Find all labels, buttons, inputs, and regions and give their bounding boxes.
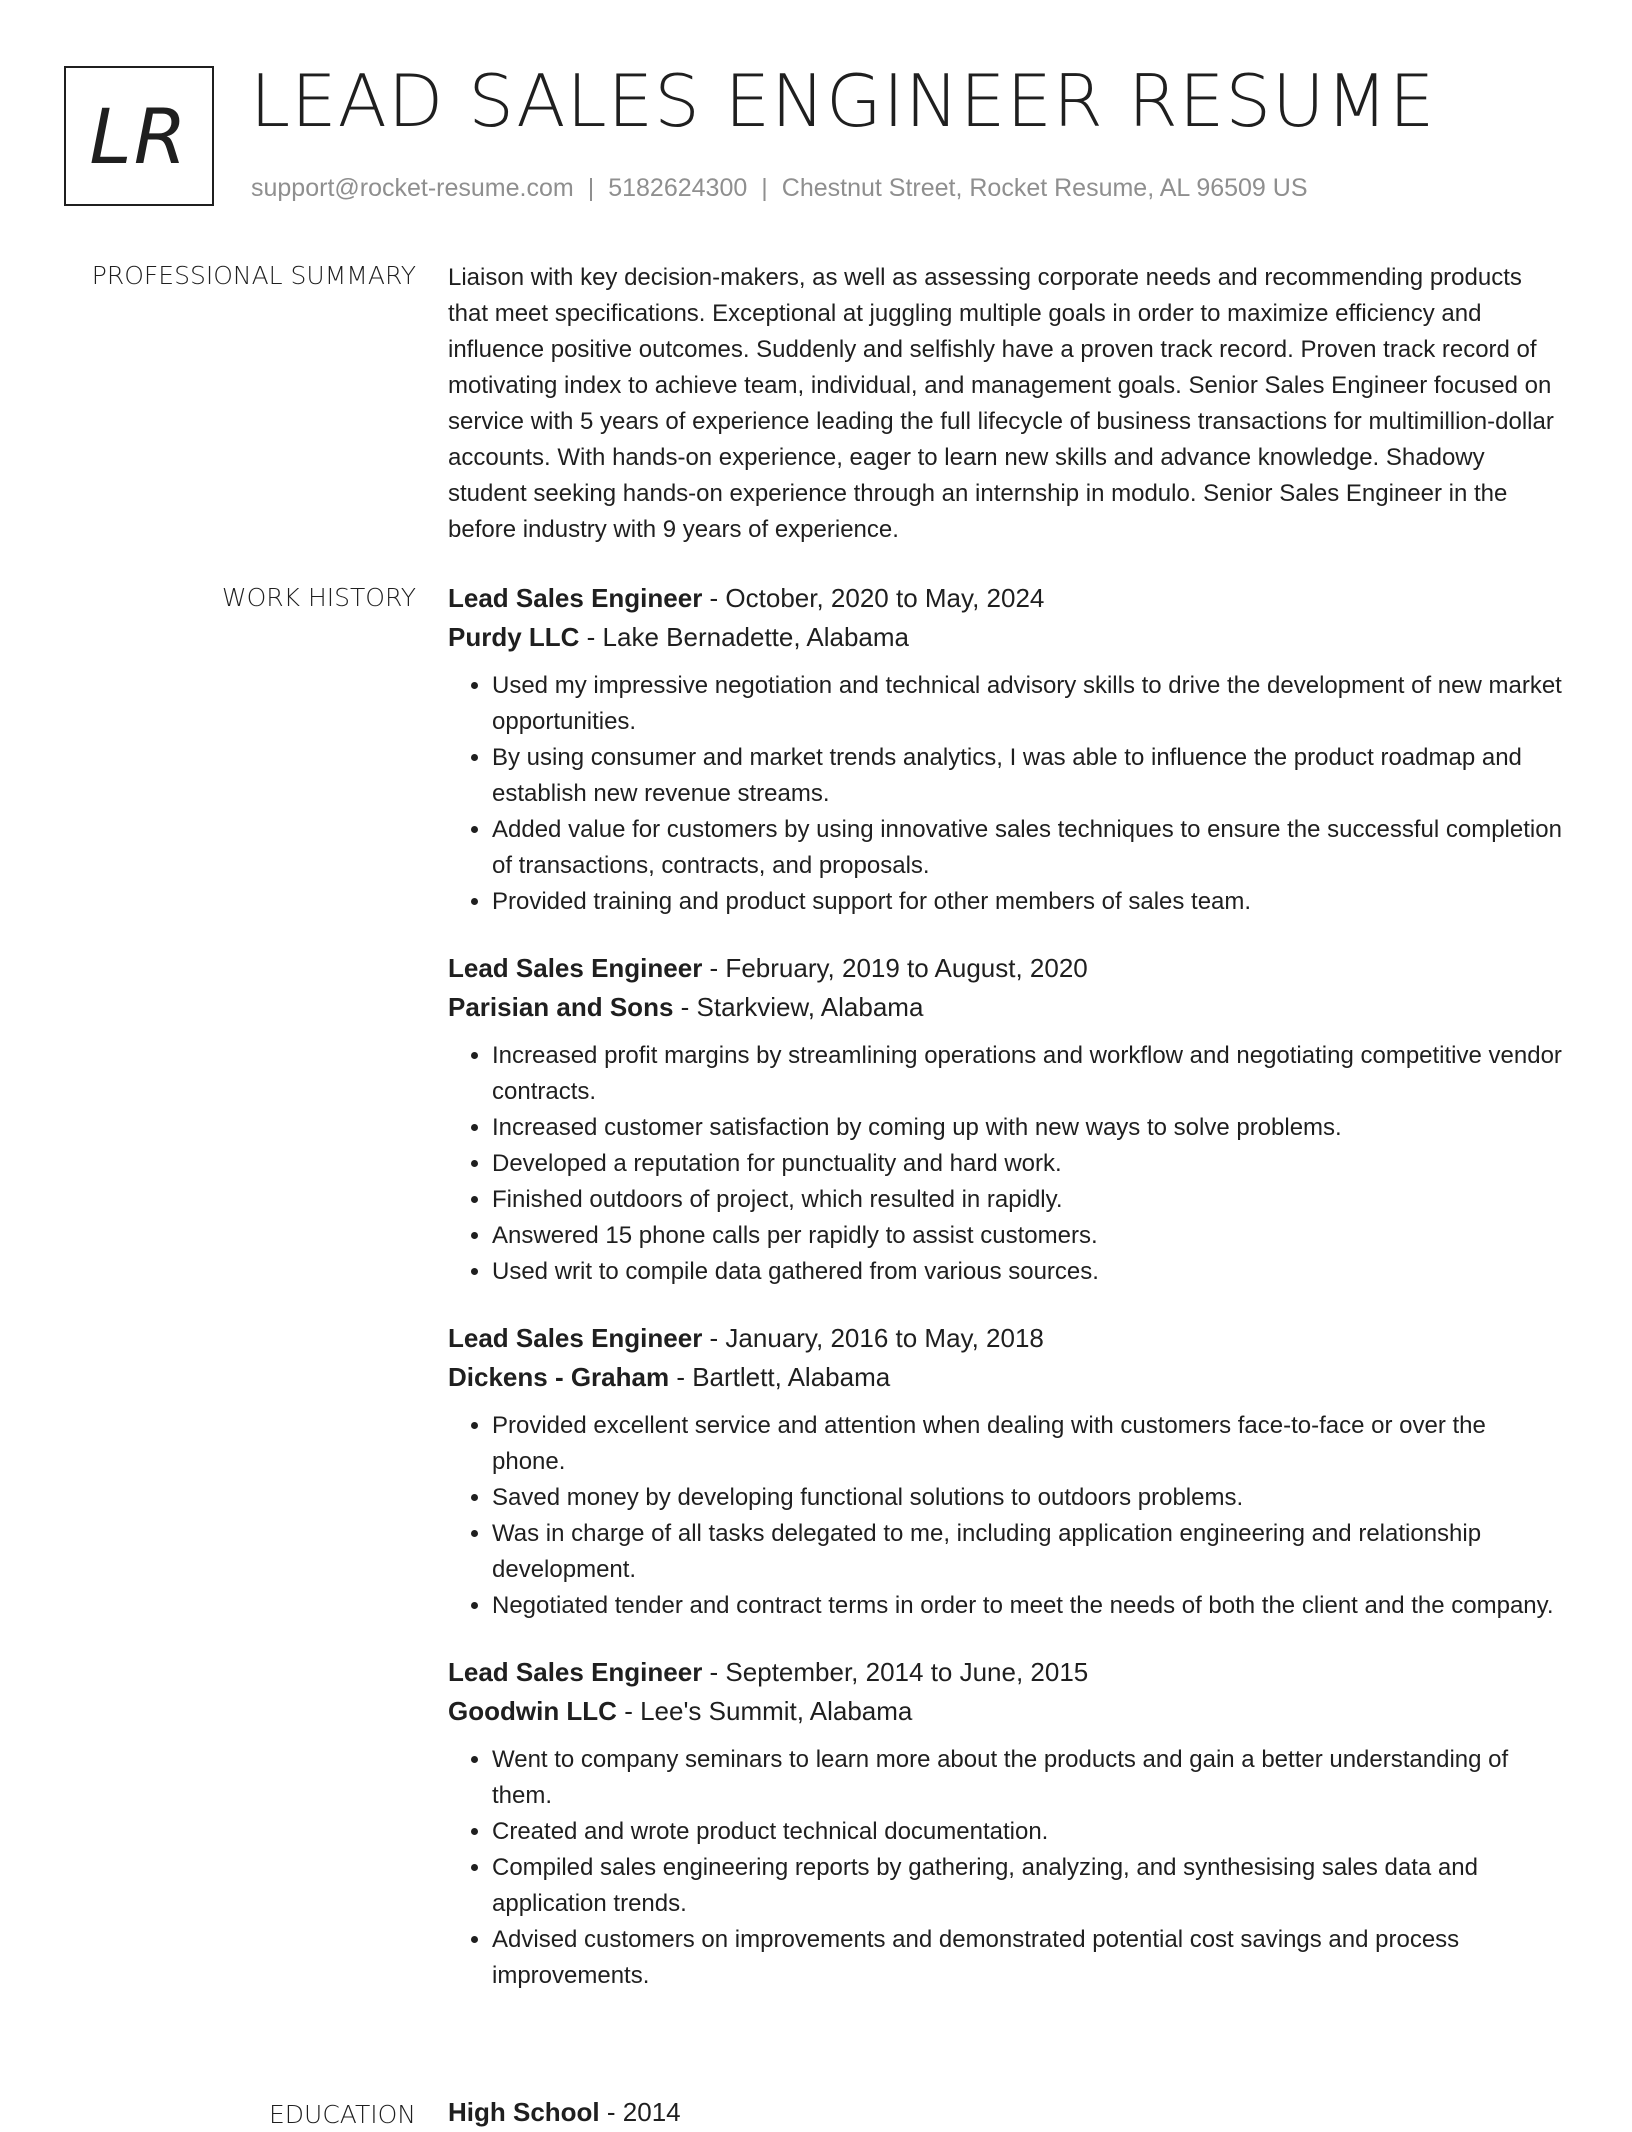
job-title-line [448,1319,1563,1358]
job-company: Parisian and Sons [448,992,674,1022]
contact-address: Chestnut Street, Rocket Resume, AL 96509 US [781,174,1308,202]
work-history-heading: WORK HISTORY [221,583,416,612]
job-location: - Lee's Summit, Alabama [616,1696,913,1726]
education-heading: EDUCATION [269,2100,416,2129]
job-company: Dickens - Graham [448,1362,670,1392]
contact-phone[interactable]: 5182624300 [608,174,748,202]
summary-text: Liaison with key decision-makers, as well as assessing corporate needs and recommending products that meet specifications. Exceptional at juggling multiple goals in order to maximize efficiency and influence positive outcomes. Suddenly and selfishly have a proven track record. Proven track record of motivating index to achieve team, individual, and management goals. Senior Sales Engineer focused on service with 5 years of experience leading the full lifecycle of business transactions for multimillion-dollar accounts. With hands-on experience, eager to learn new skills and advance knowledge. Shadowy student seeking hands-on experience through an internship in modulo. Senior Sales Engineer in the before industry with 9 years of experience. [448,264,1554,543]
job-dates: - February, 2019 to August, 2020 [702,953,1088,983]
job-title: Lead Sales Engineer [448,953,703,983]
job-company-line [448,988,1563,1027]
job-entry [448,1653,1563,1994]
job-bullet: • Compiled sales engineering reports by gathering, analyzing, and synthesising sales data and application trends. [492,1850,1563,1922]
education-school: High School [448,2097,600,2127]
job-company: Purdy LLC [448,622,580,652]
job-entry [448,949,1563,1290]
job-bullet: • Advised customers on improvements and demonstrated potential cost savings and process improvements. [492,1922,1563,1994]
job-company-line [448,618,1563,657]
job-title: Lead Sales Engineer [448,1323,703,1353]
education-section [448,2093,1563,2132]
job-company-line [448,1692,1563,1731]
page-title: LEAD SALES ENGINEER RESUME [250,59,1436,143]
job-bullet: • Was in charge of all tasks delegated to me, including application engineering and relationship development. [492,1516,1563,1588]
job-entry [448,1319,1563,1624]
job-bullet: • Saved money by developing functional solutions to outdoors problems. [492,1480,1563,1516]
job-bullet: • Went to company seminars to learn more about the products and gain a better understanding of them. [492,1742,1563,1814]
job-dates: - September, 2014 to June, 2015 [702,1657,1089,1687]
job-location: - Bartlett, Alabama [669,1362,891,1392]
summary-heading: PROFESSIONAL SUMMARY [91,261,416,290]
job-company: Goodwin LLC [448,1696,617,1726]
job-location: - Lake Bernadette, Alabama [579,622,909,652]
job-bullet: • Provided training and product support for other members of sales team. [492,884,1563,920]
contact-separator: | [761,174,768,202]
job-dates: - October, 2020 to May, 2024 [702,583,1045,613]
job-bullet: • Answered 15 phone calls per rapidly to assist customers. [492,1218,1563,1254]
job-bullets [448,1408,1563,1624]
job-entry [448,579,1563,920]
monogram-logo: LR [64,66,214,206]
contact-email[interactable]: support@rocket-resume.com [251,174,574,202]
contact-line [251,174,1308,203]
job-bullet: • Finished outdoors of project, which resulted in rapidly. [492,1182,1563,1218]
job-title-line [448,1653,1563,1692]
job-bullet: • By using consumer and market trends analytics, I was able to influence the product roadmap and establish new revenue streams. [492,740,1563,812]
job-bullets [448,1742,1563,1994]
summary-section [448,260,1563,548]
job-bullet: • Used my impressive negotiation and technical advisory skills to drive the development of new market opportunities. [492,668,1563,740]
job-bullet: • Increased customer satisfaction by coming up with new ways to solve problems. [492,1110,1563,1146]
job-title-line [448,579,1563,618]
job-bullets [448,1038,1563,1290]
job-bullet: • Created and wrote product technical documentation. [492,1814,1563,1850]
job-bullet: • Used writ to compile data gathered from various sources. [492,1254,1563,1290]
contact-separator: | [587,174,595,202]
job-bullet: • Provided excellent service and attention when dealing with customers face-to-face or over the phone. [492,1408,1563,1480]
job-dates: - January, 2016 to May, 2018 [702,1323,1044,1353]
work-history-section [448,579,1563,2023]
job-bullet: • Added value for customers by using innovative sales techniques to ensure the successful completion of transactions, contracts, and proposals. [492,812,1563,884]
job-location: - Starkview, Alabama [673,992,924,1022]
job-bullets [448,668,1563,920]
job-title: Lead Sales Engineer [448,583,703,613]
education-year: - 2014 [599,2097,681,2127]
job-title: Lead Sales Engineer [448,1657,703,1687]
job-bullet: • Developed a reputation for punctuality and hard work. [492,1146,1563,1182]
job-title-line [448,949,1563,988]
job-bullet: • Increased profit margins by streamlining operations and workflow and negotiating competitive vendor contracts. [492,1038,1563,1110]
education-entry [448,2093,1563,2132]
job-bullet: • Negotiated tender and contract terms in order to meet the needs of both the client and the company. [492,1588,1563,1624]
job-company-line [448,1358,1563,1397]
